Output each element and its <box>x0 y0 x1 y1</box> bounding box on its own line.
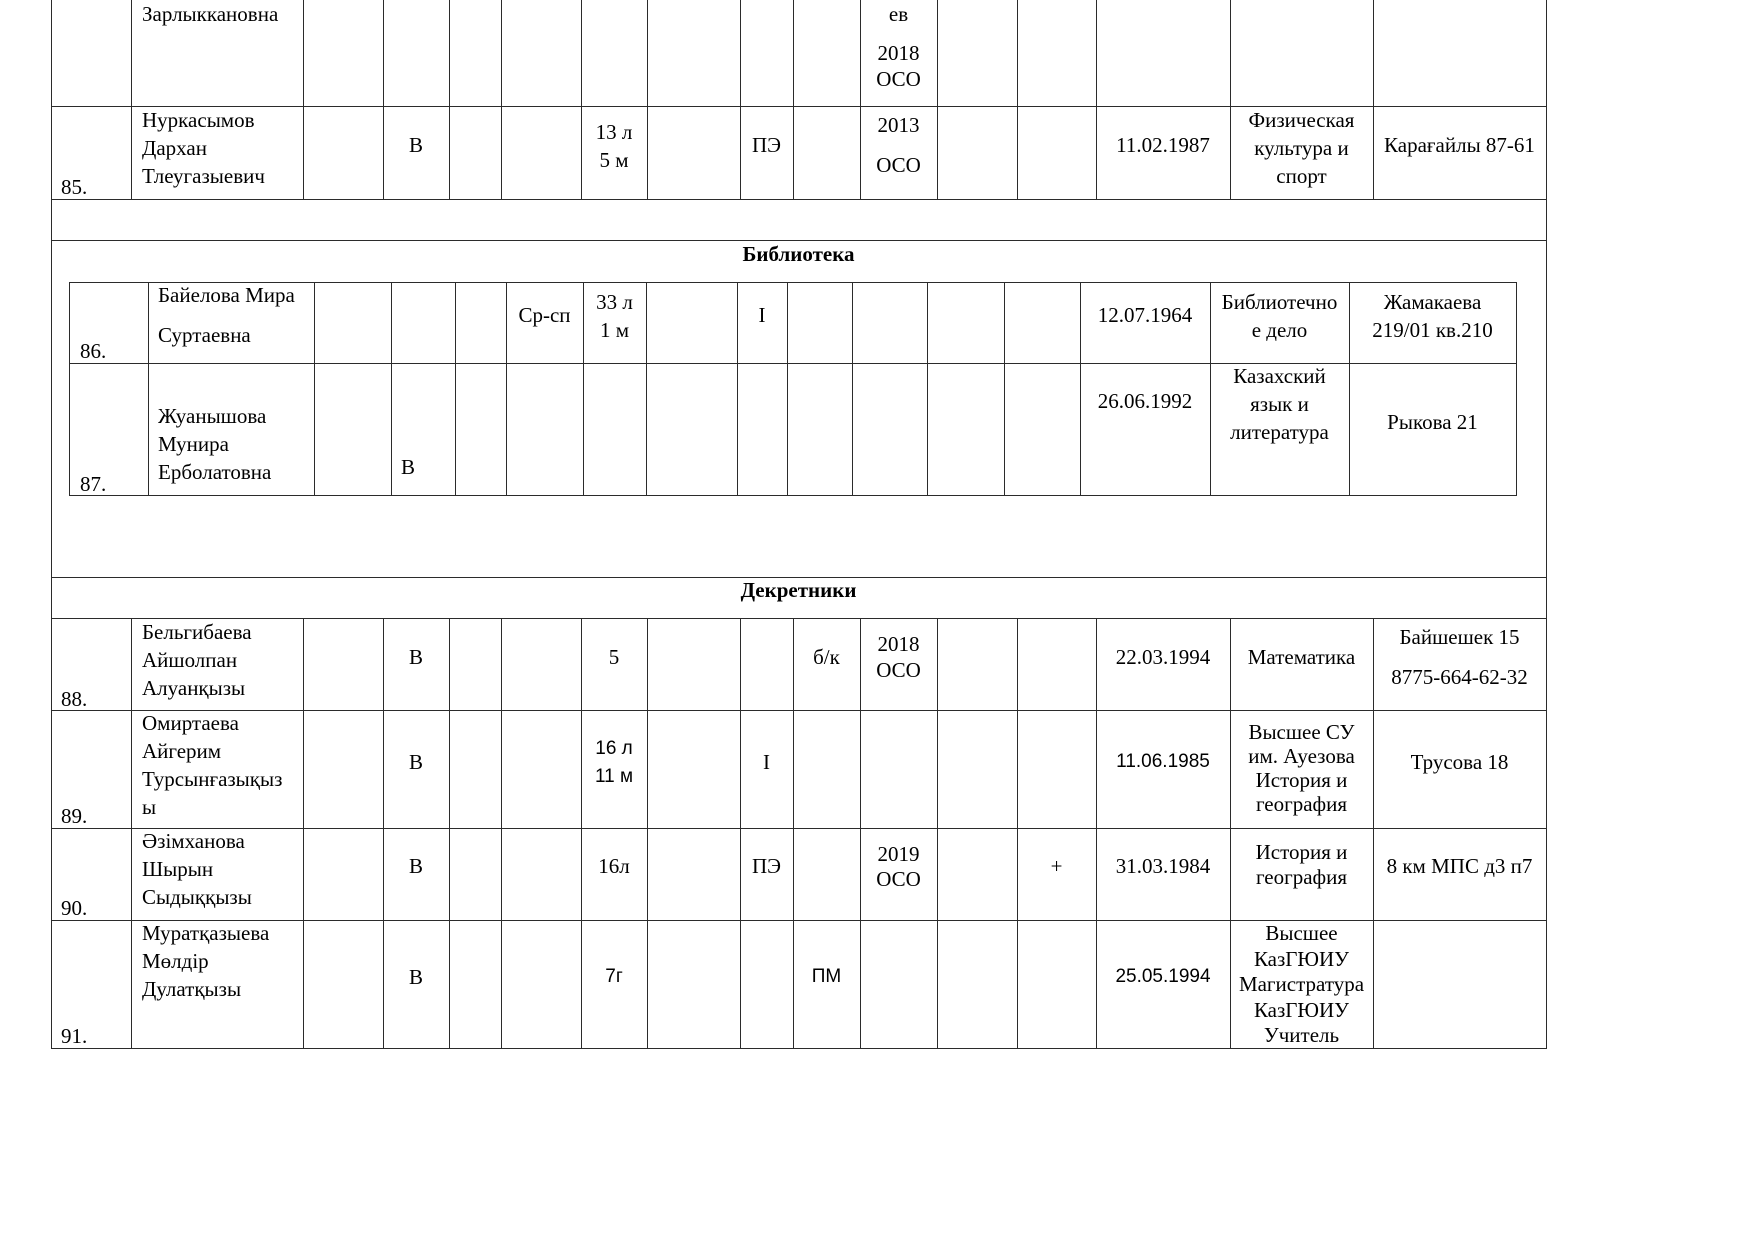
row88-year: 2018 <box>877 632 920 656</box>
row89-number: 89. <box>61 804 88 828</box>
section-title-maternity: Декретники <box>740 578 857 602</box>
row85-number: 85. <box>61 175 88 199</box>
row85-category: В <box>408 133 423 157</box>
row85-birth-date: 11.02.1987 <box>1116 133 1210 157</box>
row87-name: Жуанышова Мунира Ерболатовна <box>158 404 272 484</box>
row91-qualification: ПМ <box>811 966 842 987</box>
row85-cell <box>793 106 861 200</box>
row90-cell <box>793 828 861 921</box>
row84-org: ОСО <box>876 67 921 91</box>
row90-category: В <box>408 854 423 878</box>
row90-cell <box>647 828 741 921</box>
row85-address: Карағайлы 87-61 <box>1384 133 1535 157</box>
row89-level: I <box>763 750 770 774</box>
row84-name: Зарлыккановна <box>142 2 279 26</box>
row87-number: 87. <box>80 472 107 496</box>
row89-cell <box>501 710 582 829</box>
row85-org: ОСО <box>876 153 921 177</box>
row84-cell <box>793 0 861 107</box>
row86-level: I <box>758 303 766 327</box>
row87-category: В <box>401 455 416 479</box>
row90-number: 90. <box>61 896 88 920</box>
row88-cell <box>937 618 1018 711</box>
row85-level: ПЭ <box>751 133 782 157</box>
row86-name-line2: Суртаевна <box>158 323 251 347</box>
row90-level: ПЭ <box>751 854 782 878</box>
row86-cell <box>1004 282 1081 364</box>
row90-org: ОСО <box>876 867 921 891</box>
row88-qualification: б/к <box>813 645 840 669</box>
row87-cell <box>787 363 853 496</box>
row91-specialty: Высшее КазГЮИУ Магистратура КазГЮИУ Учитель <box>1238 921 1365 1047</box>
row84-cell <box>647 0 741 107</box>
row86-specialty: Библиотечно е дело <box>1221 290 1338 342</box>
row84-cell <box>501 0 582 107</box>
row88-name: Бельгибаева Айшолпан Алуанқызы <box>142 620 252 700</box>
row87-cell <box>583 363 647 496</box>
row88-cell <box>647 618 741 711</box>
row91-cell <box>740 920 794 1049</box>
row88-cell <box>449 618 502 711</box>
row90-cell <box>501 828 582 921</box>
row84-cell <box>51 0 132 107</box>
row89-cell <box>860 710 938 829</box>
row89-cell <box>303 710 384 829</box>
row89-experience: 16 л 11 м <box>594 738 634 787</box>
row84-cell <box>1096 0 1231 107</box>
row86-cell <box>927 282 1005 364</box>
row86-education: Ср-сп <box>518 303 571 327</box>
row85-cell <box>647 106 741 200</box>
row84-cell <box>581 0 648 107</box>
row87-cell <box>1004 363 1081 496</box>
row90-cell <box>937 828 1018 921</box>
row90-cell <box>449 828 502 921</box>
row88-cell <box>740 618 794 711</box>
row87-cell <box>737 363 788 496</box>
row88-category: В <box>408 645 423 669</box>
row90-year: 2019 <box>877 842 920 866</box>
row84-cell <box>1230 0 1374 107</box>
row91-cell <box>501 920 582 1049</box>
row91-cell <box>937 920 1018 1049</box>
row91-birth-date: 25.05.1994 <box>1115 966 1211 987</box>
row89-cell <box>449 710 502 829</box>
row87-cell <box>646 363 738 496</box>
row89-category: В <box>408 750 423 774</box>
row87-cell <box>506 363 584 496</box>
row85-specialty: Физическая культура и спорт <box>1248 108 1355 188</box>
row84-cell <box>1017 0 1097 107</box>
row90-experience: 16л <box>598 854 630 878</box>
row88-experience: 5 <box>608 645 620 669</box>
row85-cell <box>303 106 384 200</box>
row88-specialty: Математика <box>1247 645 1356 669</box>
row91-experience: 7г <box>605 966 623 987</box>
row86-address: Жамакаева 219/01 кв.210 <box>1372 290 1493 342</box>
row89-cell <box>793 710 861 829</box>
row88-org: ОСО <box>876 658 921 682</box>
row86-cell <box>455 282 507 364</box>
row87-specialty: Казахский язык и литература <box>1230 364 1329 444</box>
row91-name: Муратқазыева Мөлдір Дулатқызы <box>142 921 270 1001</box>
row88-birth-date: 22.03.1994 <box>1115 645 1211 669</box>
row88-address: Байшешек 15 <box>1399 625 1520 649</box>
row84-cell <box>383 0 450 107</box>
row90-plus-mark: + <box>1050 854 1063 878</box>
row91-cell <box>303 920 384 1049</box>
row84-cell <box>449 0 502 107</box>
row86-experience: 33 л 1 м <box>596 290 633 342</box>
row87-address: Рыкова 21 <box>1387 410 1478 434</box>
row89-birth-date: 11.06.1985 <box>1116 751 1210 772</box>
row84-year-top: ев <box>888 2 909 26</box>
row86-birth-date: 12.07.1964 <box>1097 303 1193 327</box>
row90-address: 8 км МПС д3 п7 <box>1386 854 1533 878</box>
row89-name: Омиртаева Айгерим Турсынғазықыз ы <box>142 711 283 819</box>
row91-cell <box>647 920 741 1049</box>
row91-cell <box>1373 920 1547 1049</box>
row84-cell <box>303 0 384 107</box>
row89-cell <box>1017 710 1097 829</box>
row85-cell <box>1017 106 1097 200</box>
row87-cell <box>455 363 507 496</box>
row87-cell <box>1080 363 1211 496</box>
row89-specialty: Высшее СУ им. Ауезова История и география <box>1248 720 1355 816</box>
section-title-library: Библиотека <box>742 242 855 266</box>
row91-number: 91. <box>61 1024 88 1048</box>
row84-cell <box>740 0 794 107</box>
row89-address: Трусова 18 <box>1410 750 1509 774</box>
row84-year: 2018 <box>877 41 920 65</box>
row85-name: Нуркасымов Дархан Тлеугазыевич <box>142 108 265 188</box>
row87-cell <box>927 363 1005 496</box>
row90-cell <box>303 828 384 921</box>
row85-cell <box>501 106 582 200</box>
row86-cell <box>314 282 392 364</box>
row86-cell <box>852 282 928 364</box>
row88-cell <box>1017 618 1097 711</box>
row86-number: 86. <box>80 339 107 363</box>
row88-cell <box>303 618 384 711</box>
row91-cell <box>449 920 502 1049</box>
row90-name: Әзімханова Шырын Сыдыққызы <box>142 829 252 909</box>
row86-cell <box>391 282 456 364</box>
row85-year: 2013 <box>877 113 920 137</box>
row91-cell <box>1017 920 1097 1049</box>
row87-cell <box>852 363 928 496</box>
row87-birth-date: 26.06.1992 <box>1097 389 1193 413</box>
row85-cell <box>937 106 1018 200</box>
row84-cell <box>937 0 1018 107</box>
row91-category: В <box>408 965 423 989</box>
row89-cell <box>937 710 1018 829</box>
row90-birth-date: 31.03.1984 <box>1115 854 1211 878</box>
row90-specialty: История и география <box>1255 840 1348 889</box>
row89-cell <box>647 710 741 829</box>
row88-cell <box>501 618 582 711</box>
blank-row <box>51 199 1547 241</box>
row88-number: 88. <box>61 687 88 711</box>
row85-cell <box>449 106 502 200</box>
row88-phone: 8775-664-62-32 <box>1391 665 1528 689</box>
row86-name-line1: Байелова Мира <box>158 283 295 307</box>
row85-experience: 13 л 5 м <box>595 120 633 172</box>
row87-cell <box>314 363 392 496</box>
row86-cell <box>787 282 853 364</box>
row86-cell <box>646 282 738 364</box>
row91-cell <box>860 920 938 1049</box>
row84-cell <box>1373 0 1547 107</box>
